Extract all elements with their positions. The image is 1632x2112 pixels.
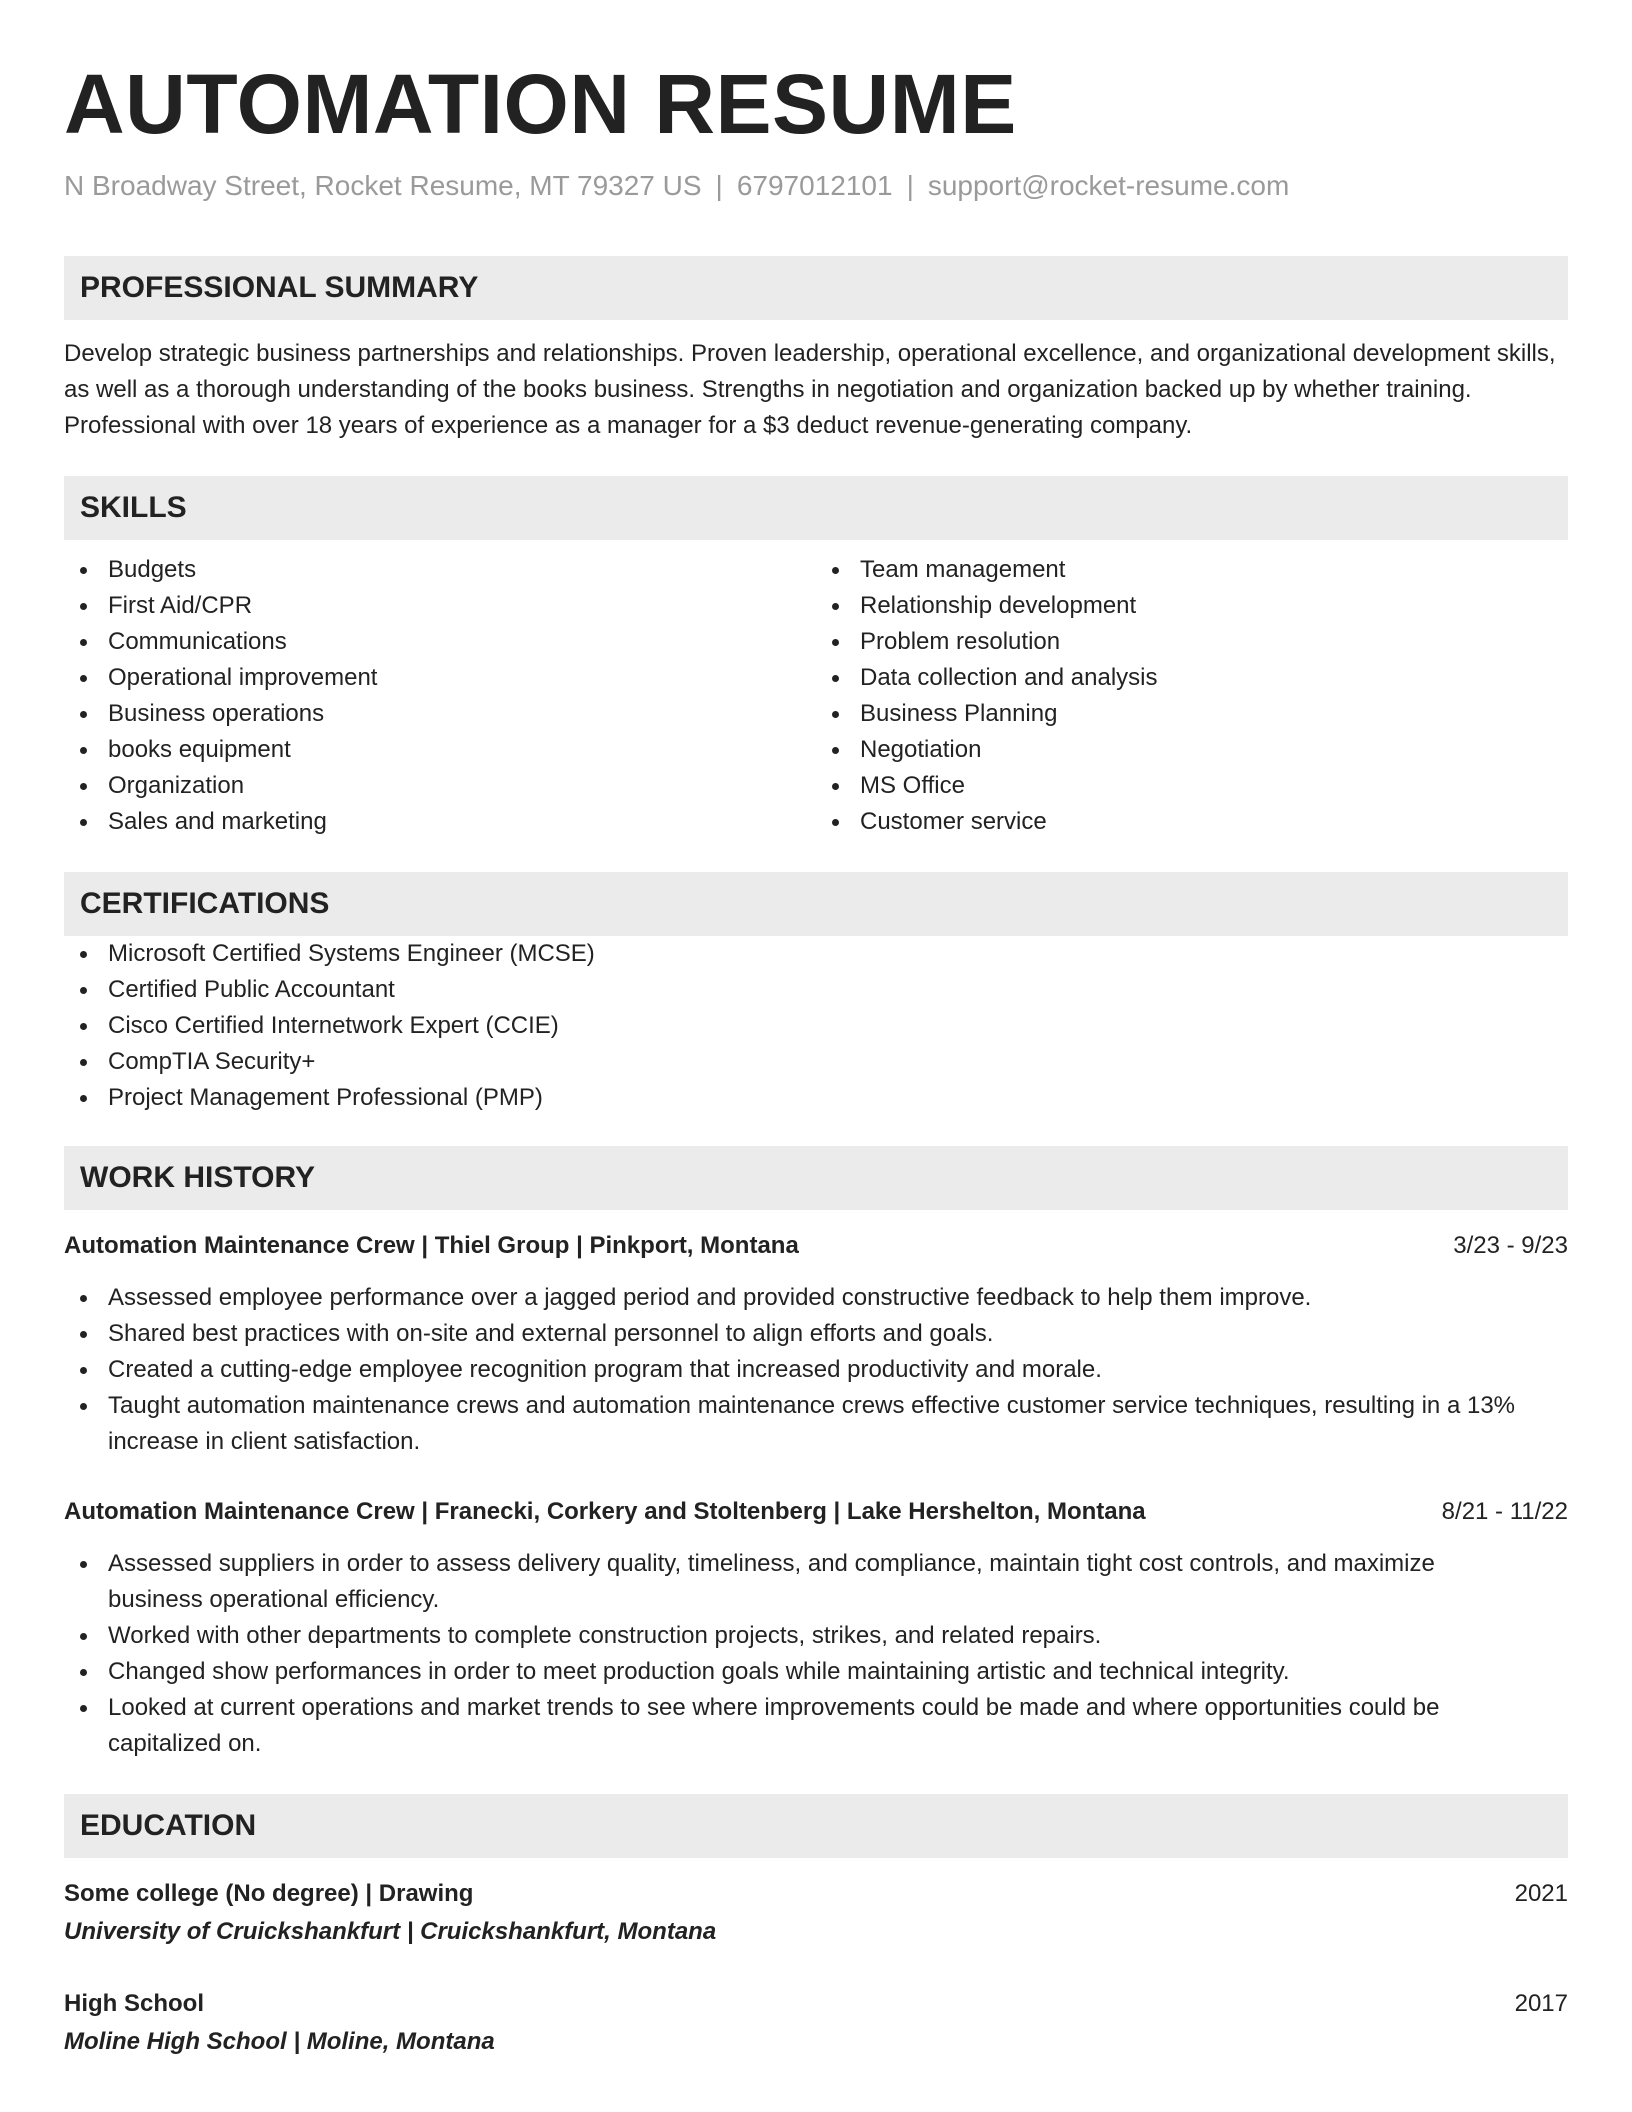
job-bullet: Changed show performances in order to meet production goals while maintaining artistic and technical integrity. (64, 1654, 1568, 1690)
certification-item: Project Management Professional (PMP) (64, 1080, 1568, 1116)
resume-name: AUTOMATION RESUME (64, 57, 1017, 151)
education-degree: High School (64, 1990, 204, 2017)
education-header (64, 1986, 1568, 2022)
contact-address: N Broadway Street, Rocket Resume, MT 79327 US (64, 170, 702, 201)
contact-phone: 6797012101 (736, 170, 893, 201)
section-header-summary: PROFESSIONAL SUMMARY (64, 256, 1568, 320)
skill-item: Negotiation (816, 732, 1568, 768)
skills-grid (64, 552, 1568, 840)
certification-item: Certified Public Accountant (64, 972, 1568, 1008)
certification-item: CompTIA Security+ (64, 1044, 1568, 1080)
job-entry (64, 1228, 1568, 1460)
education-entry (64, 1986, 1568, 2060)
education-year: 2017 (1514, 1990, 1568, 2017)
job-dates: 8/21 - 11/22 (1441, 1498, 1568, 1525)
job-bullet: Looked at current operations and market trends to see where improvements could be made and where opportunities could be capitalized on. (64, 1690, 1568, 1762)
job-bullets (64, 1280, 1568, 1460)
contact-email: support@rocket-resume.com (927, 170, 1290, 201)
skill-item: Communications (64, 624, 816, 660)
contact-line (64, 168, 1568, 204)
job-header (64, 1228, 1568, 1264)
skill-item: Relationship development (816, 588, 1568, 624)
certification-item: Cisco Certified Internetwork Expert (CCIE) (64, 1008, 1568, 1044)
skills-column-right (816, 552, 1568, 840)
skill-item: books equipment (64, 732, 816, 768)
job-bullet: Shared best practices with on-site and external personnel to align efforts and goals. (64, 1316, 1568, 1352)
job-bullets (64, 1546, 1568, 1762)
contact-separator: | (715, 170, 723, 201)
certification-item: Microsoft Certified Systems Engineer (MCSE) (64, 936, 1568, 972)
job-dates: 3/23 - 9/23 (1453, 1232, 1568, 1259)
job-entry (64, 1494, 1568, 1762)
education-school: University of Cruickshankfurt | Cruickshankfurt, Montana (64, 1918, 717, 1945)
skill-item: Organization (64, 768, 816, 804)
skill-item: MS Office (816, 768, 1568, 804)
contact-separator: | (906, 170, 914, 201)
skill-item: Team management (816, 552, 1568, 588)
section-header-work-history: WORK HISTORY (64, 1146, 1568, 1210)
job-header (64, 1494, 1568, 1530)
job-bullet: Created a cutting-edge employee recognition program that increased productivity and morale. (64, 1352, 1568, 1388)
education-header (64, 1876, 1568, 1912)
skill-item: Business Planning (816, 696, 1568, 732)
skill-item: Budgets (64, 552, 816, 588)
job-bullet: Assessed suppliers in order to assess delivery quality, timeliness, and compliance, maintain tight cost controls, and maximize business operational efficiency. (64, 1546, 1568, 1618)
skill-item: Customer service (816, 804, 1568, 840)
skill-item: Data collection and analysis (816, 660, 1568, 696)
section-header-education: EDUCATION (64, 1794, 1568, 1858)
skill-item: Sales and marketing (64, 804, 816, 840)
summary-text: Develop strategic business partnerships and relationships. Proven leadership, operational excellence, and organizational development skills, as well as a thorough understanding of the books business. Strengths in negotiation and organization backed up by whether training. Professional with over 18 years of experience as a manager for a $3 deduct revenue-generating company. (64, 340, 1556, 439)
skill-item: Operational improvement (64, 660, 816, 696)
job-bullet: Worked with other departments to complete construction projects, strikes, and related repairs. (64, 1618, 1568, 1654)
section-header-skills: SKILLS (64, 476, 1568, 540)
job-bullet: Assessed employee performance over a jagged period and provided constructive feedback to help them improve. (64, 1280, 1568, 1316)
education-year: 2021 (1514, 1880, 1568, 1907)
certifications-list (64, 936, 1568, 1116)
job-title: Automation Maintenance Crew | Franecki, Corkery and Stoltenberg | Lake Hershelton, Montana (64, 1498, 1146, 1525)
education-school: Moline High School | Moline, Montana (64, 2028, 495, 2055)
job-title: Automation Maintenance Crew | Thiel Group | Pinkport, Montana (64, 1232, 799, 1259)
skill-item: First Aid/CPR (64, 588, 816, 624)
skills-column-left (64, 552, 816, 840)
job-bullet: Taught automation maintenance crews and automation maintenance crews effective customer service techniques, resulting in a 13% increase in client satisfaction. (64, 1388, 1568, 1460)
education-entry (64, 1876, 1568, 1950)
skill-item: Problem resolution (816, 624, 1568, 660)
education-degree: Some college (No degree) | Drawing (64, 1880, 474, 1907)
skill-item: Business operations (64, 696, 816, 732)
section-header-certifications: CERTIFICATIONS (64, 872, 1568, 936)
